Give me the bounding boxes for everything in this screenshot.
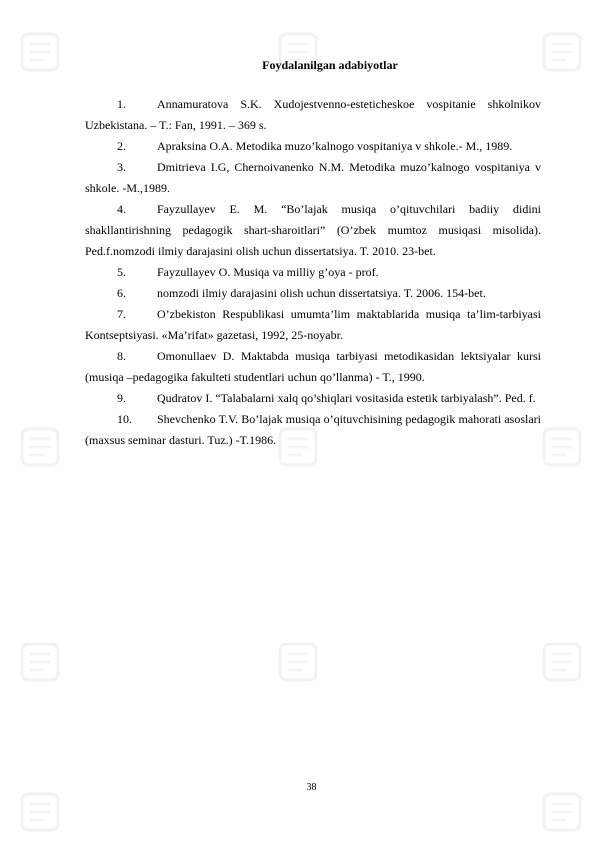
reference-text: Fayzullayev E. M. “Bo’lajak musiqa o’qituvchilari badiiy didini shakllantirishning pedagogik shart-sharoitlari” (O’zbek mumtoz musiqasi misolida). Ped.f.nomzodi ilmiy darajasini olish uchun dissertatsiya. T. 2010. 23-bet.: [85, 202, 541, 258]
reference-number: 2.: [117, 139, 126, 153]
document-watermark-icon: [18, 790, 62, 834]
reference-text: Fayzullayev O. Musiqa va milliy g’oya - prof.: [157, 265, 379, 279]
reference-number: 10.: [117, 412, 132, 426]
reference-number: 8.: [117, 349, 126, 363]
reference-item: [85, 304, 541, 346]
reference-item: [85, 346, 541, 388]
document-watermark-icon: [540, 640, 584, 684]
reference-text: Annamuratova S.K. Xudojestvenno-esteticheskoe vospitanie shkolnikov Uzbekistana. – T.: Fan, 1991. – 369 s.: [85, 97, 541, 132]
reference-item: [85, 157, 541, 199]
reference-number: 6.: [117, 286, 126, 300]
reference-item: [85, 199, 541, 262]
reference-number: 7.: [117, 307, 126, 321]
document-watermark-icon: [540, 790, 584, 834]
reference-text: Apraksina O.A. Metodika muzo’kalnogo vospitaniya v shkole.- M., 1989.: [157, 139, 513, 153]
reference-text: nomzodi ilmiy darajasini olish uchun dissertatsiya. T. 2006. 154-bet.: [157, 286, 486, 300]
reference-item: [85, 409, 541, 451]
reference-text: Shevchenko T.V. Bo’lajak musiqa o’qituvchisining pedagogik mahorati asoslari (maxsus seminar dasturi. Tuz.) -T.1986.: [85, 412, 541, 447]
reference-item: [85, 388, 541, 409]
reference-item: [85, 283, 541, 304]
reference-list: [85, 94, 541, 451]
reference-text: O’zbekiston Respublikasi umumta’lim maktablarida musiqa ta’lim-tarbiyasi Kontseptsiyasi. «Ma’rifat» gazetasi, 1992, 25-noyabr.: [85, 307, 541, 342]
document-watermark-icon: [18, 425, 62, 469]
reference-text: Qudratov I. “Talabalarni xalq qo’shiqlari vositasida estetik tarbiyalash”. Ped. f.: [157, 391, 536, 405]
reference-number: 9.: [117, 391, 126, 405]
page-title: Foydalanilgan adabiyotlar: [262, 58, 398, 72]
document-watermark-icon: [18, 640, 62, 684]
reference-text: Dmitrieva I.G, Chernoivanenko N.M. Metodika muzo’kalnogo vospitaniya v shkole. -M.,1989.: [85, 160, 541, 195]
document-watermark-icon: [276, 640, 320, 684]
reference-item: [85, 262, 541, 283]
reference-number: 3.: [117, 160, 126, 174]
document-watermark-icon: [540, 425, 584, 469]
reference-item: [85, 136, 541, 157]
reference-text: Omonullaev D. Maktabda musiqa tarbiyasi metodikasidan lektsiyalar kursi (musiqa –pedagogika fakulteti studentlari uchun qo’llanma) - T., 1990.: [85, 349, 541, 384]
reference-number: 4.: [117, 202, 126, 216]
reference-number: 1.: [117, 97, 126, 111]
page-number: 38: [306, 782, 317, 793]
reference-number: 5.: [117, 265, 126, 279]
reference-item: [85, 94, 541, 136]
